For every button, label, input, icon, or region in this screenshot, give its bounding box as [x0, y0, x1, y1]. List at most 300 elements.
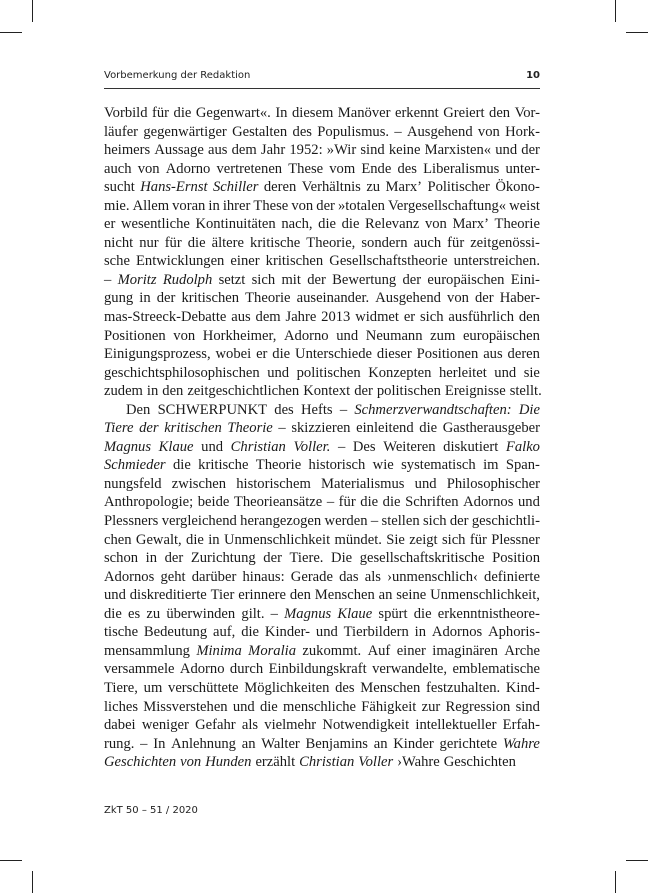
crop-mark [626, 32, 648, 33]
word: Adorno [284, 327, 329, 344]
word: weist [509, 197, 540, 214]
italic-word: Schmerzverwandtschaften: [354, 401, 512, 418]
text-line [104, 401, 540, 420]
word: die [259, 698, 278, 715]
text-line [104, 456, 540, 475]
word: für [469, 531, 487, 548]
text-line [104, 549, 540, 568]
word: imaginären [432, 642, 498, 659]
word: Marxisten« [424, 142, 492, 159]
word: sich [251, 271, 276, 288]
word: diskutiert [443, 438, 499, 455]
word: und [336, 327, 359, 344]
text-line [104, 438, 540, 457]
word: einer [396, 642, 426, 659]
word: dem [255, 309, 281, 326]
word: seine [396, 587, 427, 604]
text-line [104, 493, 540, 512]
text-line [104, 660, 540, 679]
word: vergleichend [161, 513, 237, 530]
word: Walter [261, 735, 300, 752]
word: ›unmenschlich‹ [387, 568, 478, 585]
word: geschichtli- [471, 513, 540, 530]
word: Manöver [337, 105, 391, 121]
word: Schriften [405, 494, 459, 511]
word: ihrer [222, 197, 251, 214]
word: herleitet [438, 364, 487, 381]
word: Kinder [393, 735, 434, 752]
word: und [414, 475, 437, 492]
word: systematisch [401, 457, 476, 474]
running-header-title: Vorbemerkung der Redaktion [104, 70, 251, 81]
word: der [316, 197, 335, 214]
word: Zurichtung [190, 550, 256, 567]
text-line [104, 271, 540, 290]
text-line [104, 160, 540, 179]
word: zu [146, 605, 161, 622]
word: der [354, 383, 373, 400]
word: die [318, 216, 336, 233]
word: gesellschaftskritische [359, 550, 485, 567]
word: unter- [505, 160, 540, 177]
text-line [104, 345, 540, 364]
crop-mark [0, 860, 22, 861]
italic-word: Schiller [212, 179, 259, 196]
word: Hork- [505, 123, 540, 140]
word: historisch [308, 457, 366, 474]
word: die [187, 234, 206, 251]
word: der [164, 550, 184, 567]
word: mündet. [334, 531, 382, 548]
word: emblematische [452, 661, 540, 678]
text-line [104, 586, 540, 605]
word: als [364, 568, 381, 585]
word: und [315, 624, 338, 641]
word: festzuhalten. [425, 679, 501, 696]
word: Theorie, [306, 234, 356, 251]
word: und [495, 142, 518, 159]
word: Sie [386, 531, 405, 548]
word: Tiere, [104, 679, 138, 696]
word: keine [388, 142, 421, 159]
text-line [104, 753, 540, 772]
italic-word: Voller [358, 754, 394, 771]
text-line [104, 234, 540, 253]
italic-word: Voller. [293, 438, 331, 455]
word: These [288, 160, 324, 177]
word: rung. [104, 735, 135, 752]
word: zu [366, 179, 381, 196]
word: von [291, 197, 314, 214]
word: herangezogen [240, 513, 322, 530]
word: des [274, 401, 294, 418]
word: Gastherausgeber [442, 420, 540, 437]
word: Auf [367, 642, 391, 659]
word: Tierbildern [343, 624, 409, 641]
word: intellektueller [415, 717, 497, 734]
word: sind [360, 142, 385, 159]
italic-word: Moralia [248, 642, 296, 659]
word: Regression [445, 698, 511, 715]
word: Gerade [290, 568, 333, 585]
italic-word: Christian [299, 754, 355, 771]
word: die [173, 105, 192, 121]
word: zeitgenössi- [470, 234, 540, 251]
word: Marx’ [385, 179, 423, 196]
word: – [394, 123, 402, 140]
word: den [518, 309, 540, 326]
word: Verhältnis [301, 179, 361, 196]
word: Eini- [510, 271, 540, 288]
word: der [521, 142, 540, 159]
word: Vorbild [104, 105, 148, 121]
word: kritische [198, 457, 249, 474]
word: »Wir [326, 142, 357, 159]
word: Möglichkeiten [244, 679, 330, 696]
word: erzählt [255, 754, 296, 771]
text-line [104, 178, 540, 197]
word: es [128, 605, 141, 622]
word: Erfah- [502, 717, 540, 734]
word: der [263, 550, 282, 567]
word: Adornos [463, 494, 514, 511]
word: er [104, 216, 116, 233]
word: heimers [104, 142, 151, 159]
word: von [477, 123, 500, 140]
word: Span- [505, 457, 540, 474]
word: einer [230, 253, 260, 270]
word: die [272, 346, 291, 363]
word: Unmenschlichkeit, [430, 587, 540, 604]
text-line [104, 289, 540, 308]
word: auch [104, 160, 132, 177]
word: Fähigkeit [361, 698, 417, 715]
word: geht [160, 568, 186, 585]
word: auch [413, 234, 442, 251]
word: den [489, 105, 511, 121]
word: Benjamins [305, 735, 368, 752]
word: sind [515, 698, 540, 715]
word: Allem [132, 197, 170, 214]
word: vom [329, 160, 356, 177]
word: und [104, 587, 126, 604]
word: von [447, 290, 469, 307]
word: – [140, 735, 148, 752]
body-text [104, 104, 540, 772]
word: zur [421, 698, 441, 715]
word: Unterschiede [295, 346, 373, 363]
italic-word: Wahre [502, 735, 540, 752]
crop-mark [626, 860, 648, 861]
word: – [337, 438, 346, 455]
word: – [339, 401, 348, 418]
word: Konzepten [368, 364, 432, 381]
word: Bewertung [332, 271, 397, 288]
word: Hefts [300, 401, 333, 418]
word: des [292, 123, 312, 140]
word: in [139, 290, 151, 307]
word: Gegenwart«. [195, 105, 271, 121]
word: auseinander. [296, 290, 370, 307]
word: zwischen [171, 475, 227, 492]
word: Ende [361, 160, 392, 177]
word: und [494, 364, 517, 381]
page-number: 10 [526, 70, 540, 81]
word: die [104, 605, 122, 622]
word: ältere [211, 234, 244, 251]
word: europäischen [462, 327, 540, 344]
word: und [232, 698, 255, 715]
word: er [256, 346, 268, 363]
word: des [397, 160, 417, 177]
word: sich [422, 513, 447, 530]
word: dem [231, 142, 257, 159]
word: geschichtsphilosophischen [104, 364, 260, 381]
word: europäischen [427, 271, 505, 288]
word: sondern [361, 234, 408, 251]
word: liches [104, 698, 139, 715]
word: in [414, 624, 427, 641]
text-line [104, 531, 540, 550]
word: für [152, 105, 170, 121]
word: – [278, 420, 286, 437]
italic-word: Magnus [104, 438, 152, 455]
word: historischem [236, 475, 311, 492]
text-line [104, 364, 540, 383]
word: erkennt [394, 105, 439, 121]
word: Den [126, 401, 151, 418]
word: die [186, 531, 204, 548]
word: – [104, 271, 112, 288]
text-line [104, 382, 540, 401]
crop-mark [615, 871, 616, 893]
word: mensammlung [104, 642, 190, 659]
word: Neumann [365, 327, 423, 344]
word: den [162, 383, 184, 400]
text-line [104, 308, 540, 327]
word: Anlehnung [171, 735, 236, 752]
word: kritischen [181, 290, 240, 307]
word: für [338, 494, 356, 511]
word: wobei [215, 346, 252, 363]
word: die [172, 457, 191, 474]
italic-word: Magnus [284, 605, 332, 622]
word: nungsfeld [104, 475, 162, 492]
word: – [326, 494, 335, 511]
word: Arche [504, 642, 540, 659]
word: Relevanz [365, 216, 420, 233]
word: – [270, 605, 278, 622]
word: Gewalt, [135, 531, 182, 548]
italic-word: Minima [196, 642, 242, 659]
text-line [104, 623, 540, 642]
word: der [307, 271, 326, 288]
word: überwinden [166, 605, 236, 622]
word: Vergesellschaftung« [388, 197, 507, 214]
word: Plessners [104, 513, 159, 530]
text-line [104, 197, 540, 216]
word: in [208, 197, 220, 214]
word: der [156, 290, 176, 307]
italic-word: von [180, 754, 202, 771]
word: Anthropologie; [104, 494, 194, 511]
word: These [253, 197, 289, 214]
word: im [483, 457, 499, 474]
word: die [382, 494, 401, 511]
word: aus [207, 142, 228, 159]
word: sche [104, 253, 130, 270]
word: diskreditierte [129, 587, 207, 604]
word: widmet [355, 309, 399, 326]
word: durch [229, 661, 264, 678]
word: Positionen [104, 327, 166, 344]
italic-word: Schmieder [104, 457, 166, 474]
text-line [104, 252, 540, 271]
word: dieser [376, 346, 412, 363]
text-line [104, 123, 540, 142]
word: Adornos [431, 624, 483, 641]
word: definierte [484, 568, 540, 585]
word: Jahre [285, 309, 317, 326]
word: schon [104, 550, 139, 567]
word: einleitend [356, 420, 414, 437]
italic-word: kritischen [164, 420, 222, 437]
text-line [104, 419, 540, 438]
word: nur [139, 234, 159, 251]
word: darüber [191, 568, 237, 585]
crop-mark [0, 32, 22, 33]
word: Missverstehen [143, 698, 228, 715]
word: sucht [104, 179, 135, 196]
word: Theorieansätze [233, 494, 323, 511]
word: der [449, 513, 469, 530]
header-rule [104, 88, 540, 89]
word: In [275, 105, 288, 121]
word: Gesellschaftstheorie [329, 253, 448, 270]
word: Gestalten [232, 123, 288, 140]
word: Vor- [514, 105, 540, 121]
word: und [201, 438, 224, 455]
text-line [104, 605, 540, 624]
word: Materialismus [320, 475, 405, 492]
word: sie [523, 364, 540, 381]
word: erkenntnistheore- [437, 605, 540, 622]
italic-word: Theorie [227, 420, 273, 437]
word: die [360, 494, 379, 511]
text-line [104, 475, 540, 494]
word: Positionen [416, 346, 479, 363]
word: Position [492, 550, 540, 567]
word: 1952: [289, 142, 323, 159]
word: setzt [218, 271, 246, 288]
word: voran [172, 197, 206, 214]
word: kritische [250, 234, 301, 251]
word: zudem [104, 383, 143, 400]
italic-word: Tiere [104, 420, 134, 437]
word: von [173, 327, 196, 344]
word: das [339, 568, 359, 585]
text-line [104, 327, 540, 346]
word: läufer [104, 123, 139, 140]
text-line [104, 679, 540, 698]
crop-mark [615, 0, 616, 22]
word: kritischen [265, 253, 324, 270]
word: Einigungsprozess, [104, 346, 211, 363]
word: Unmenschlichkeit [223, 531, 331, 548]
italic-word: Falko [505, 438, 540, 455]
word: aus [483, 346, 503, 363]
word: Theorie [494, 216, 540, 233]
word: ausführlich [448, 309, 515, 326]
word: aus [231, 309, 251, 326]
italic-word: Klaue [158, 438, 194, 455]
word: deren [507, 346, 540, 363]
word: versammele [104, 661, 175, 678]
word: die [419, 420, 438, 437]
text-line [104, 104, 540, 123]
word: Gefahr [195, 717, 236, 734]
word: Ausgehend [406, 123, 473, 140]
text-line [104, 716, 540, 735]
word: verschüttete [168, 679, 239, 696]
word: Populismus. [317, 123, 390, 140]
word: 2013 [321, 309, 351, 326]
word: menschliche [283, 698, 356, 715]
word: wie [372, 457, 394, 474]
word: um [143, 679, 163, 696]
word: Politischer [427, 179, 490, 196]
word: mit [281, 271, 301, 288]
word: erinnere [238, 587, 287, 604]
text-line [104, 698, 540, 717]
word: Aussage [154, 142, 204, 159]
word: die [413, 605, 432, 622]
italic-word: Christian [230, 438, 286, 455]
text-line [104, 568, 540, 587]
word: Philosophischer [446, 475, 540, 492]
word: politischen [296, 364, 361, 381]
word: Plessner [491, 531, 540, 548]
word: Kinder- [264, 624, 311, 641]
italic-word: Geschichten [104, 754, 177, 771]
word: von [137, 160, 160, 177]
word: und [267, 364, 290, 381]
word: SCHWERPUNKT [157, 401, 268, 418]
word: und [517, 494, 540, 511]
word: zeigt [409, 531, 438, 548]
word: gerichtete [439, 735, 498, 752]
word: Die [331, 550, 353, 567]
word: Bedeutung [143, 624, 208, 641]
word: von [424, 216, 447, 233]
word: in [145, 550, 158, 567]
italic-word: Klaue [337, 605, 373, 622]
word: den [289, 587, 311, 604]
word: Haber- [499, 290, 540, 307]
word: spürt [378, 605, 408, 622]
word: Kontinuitäten [195, 216, 276, 233]
word: für [447, 234, 465, 251]
word: beide [197, 494, 230, 511]
word: vertretenen [216, 160, 283, 177]
word: tische [104, 624, 139, 641]
word: Ereignisse [444, 383, 506, 400]
word: Tier [210, 587, 235, 604]
word: die [341, 216, 360, 233]
word: unterstreichen. [453, 253, 540, 270]
word: Menschen [314, 587, 375, 604]
text-line [104, 642, 540, 661]
